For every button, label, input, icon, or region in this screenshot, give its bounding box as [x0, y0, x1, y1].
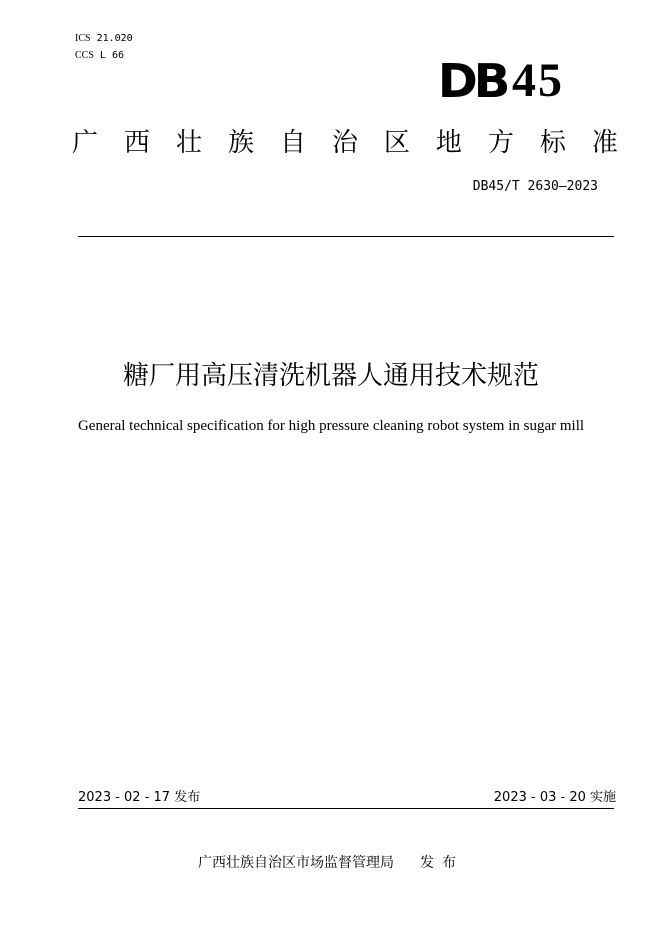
ics-label: ICS — [75, 33, 91, 44]
standard-type-char: 方 — [487, 128, 514, 158]
ccs-value: L 66 — [99, 50, 124, 61]
issuer-action: 发布 — [420, 855, 464, 871]
standard-type-char: 地 — [435, 128, 462, 158]
standard-type-char: 壮 — [175, 128, 202, 158]
standard-type-char: 族 — [227, 128, 254, 158]
issue-date: 2023 - 02 - 17 发布 — [78, 790, 201, 805]
standard-number: DB45/T 2630—2023 — [472, 179, 598, 194]
document-title-english: General technical specification for high pressure cleaning robot system in sugar mill — [77, 418, 585, 434]
bottom-divider — [78, 808, 614, 809]
db45-logo — [437, 54, 564, 108]
standard-type-char: 广 — [72, 128, 99, 158]
issuing-authority — [0, 853, 662, 873]
standard-type-heading — [72, 126, 618, 160]
ccs-label: CCS — [75, 50, 94, 61]
ics-code — [75, 33, 133, 45]
issuer-name: 广西壮族自治区市场监督管理局 — [198, 855, 394, 871]
ics-value: 21.020 — [96, 33, 133, 44]
top-divider — [78, 236, 614, 237]
standard-type-char: 西 — [123, 128, 150, 158]
document-title-chinese: 糖厂用高压清洗机器人通用技术规范 — [122, 361, 539, 391]
standard-type-char: 准 — [591, 128, 618, 158]
db-logo-number: 45 — [512, 54, 564, 107]
db-logo-letters: DB — [437, 54, 506, 108]
implementation-date: 2023 - 03 - 20 实施 — [493, 790, 616, 805]
standard-type-char: 标 — [539, 128, 566, 158]
ccs-code — [75, 50, 124, 62]
standard-type-char: 区 — [383, 128, 410, 158]
standard-type-char: 自 — [279, 128, 306, 158]
standard-type-char: 治 — [331, 128, 358, 158]
